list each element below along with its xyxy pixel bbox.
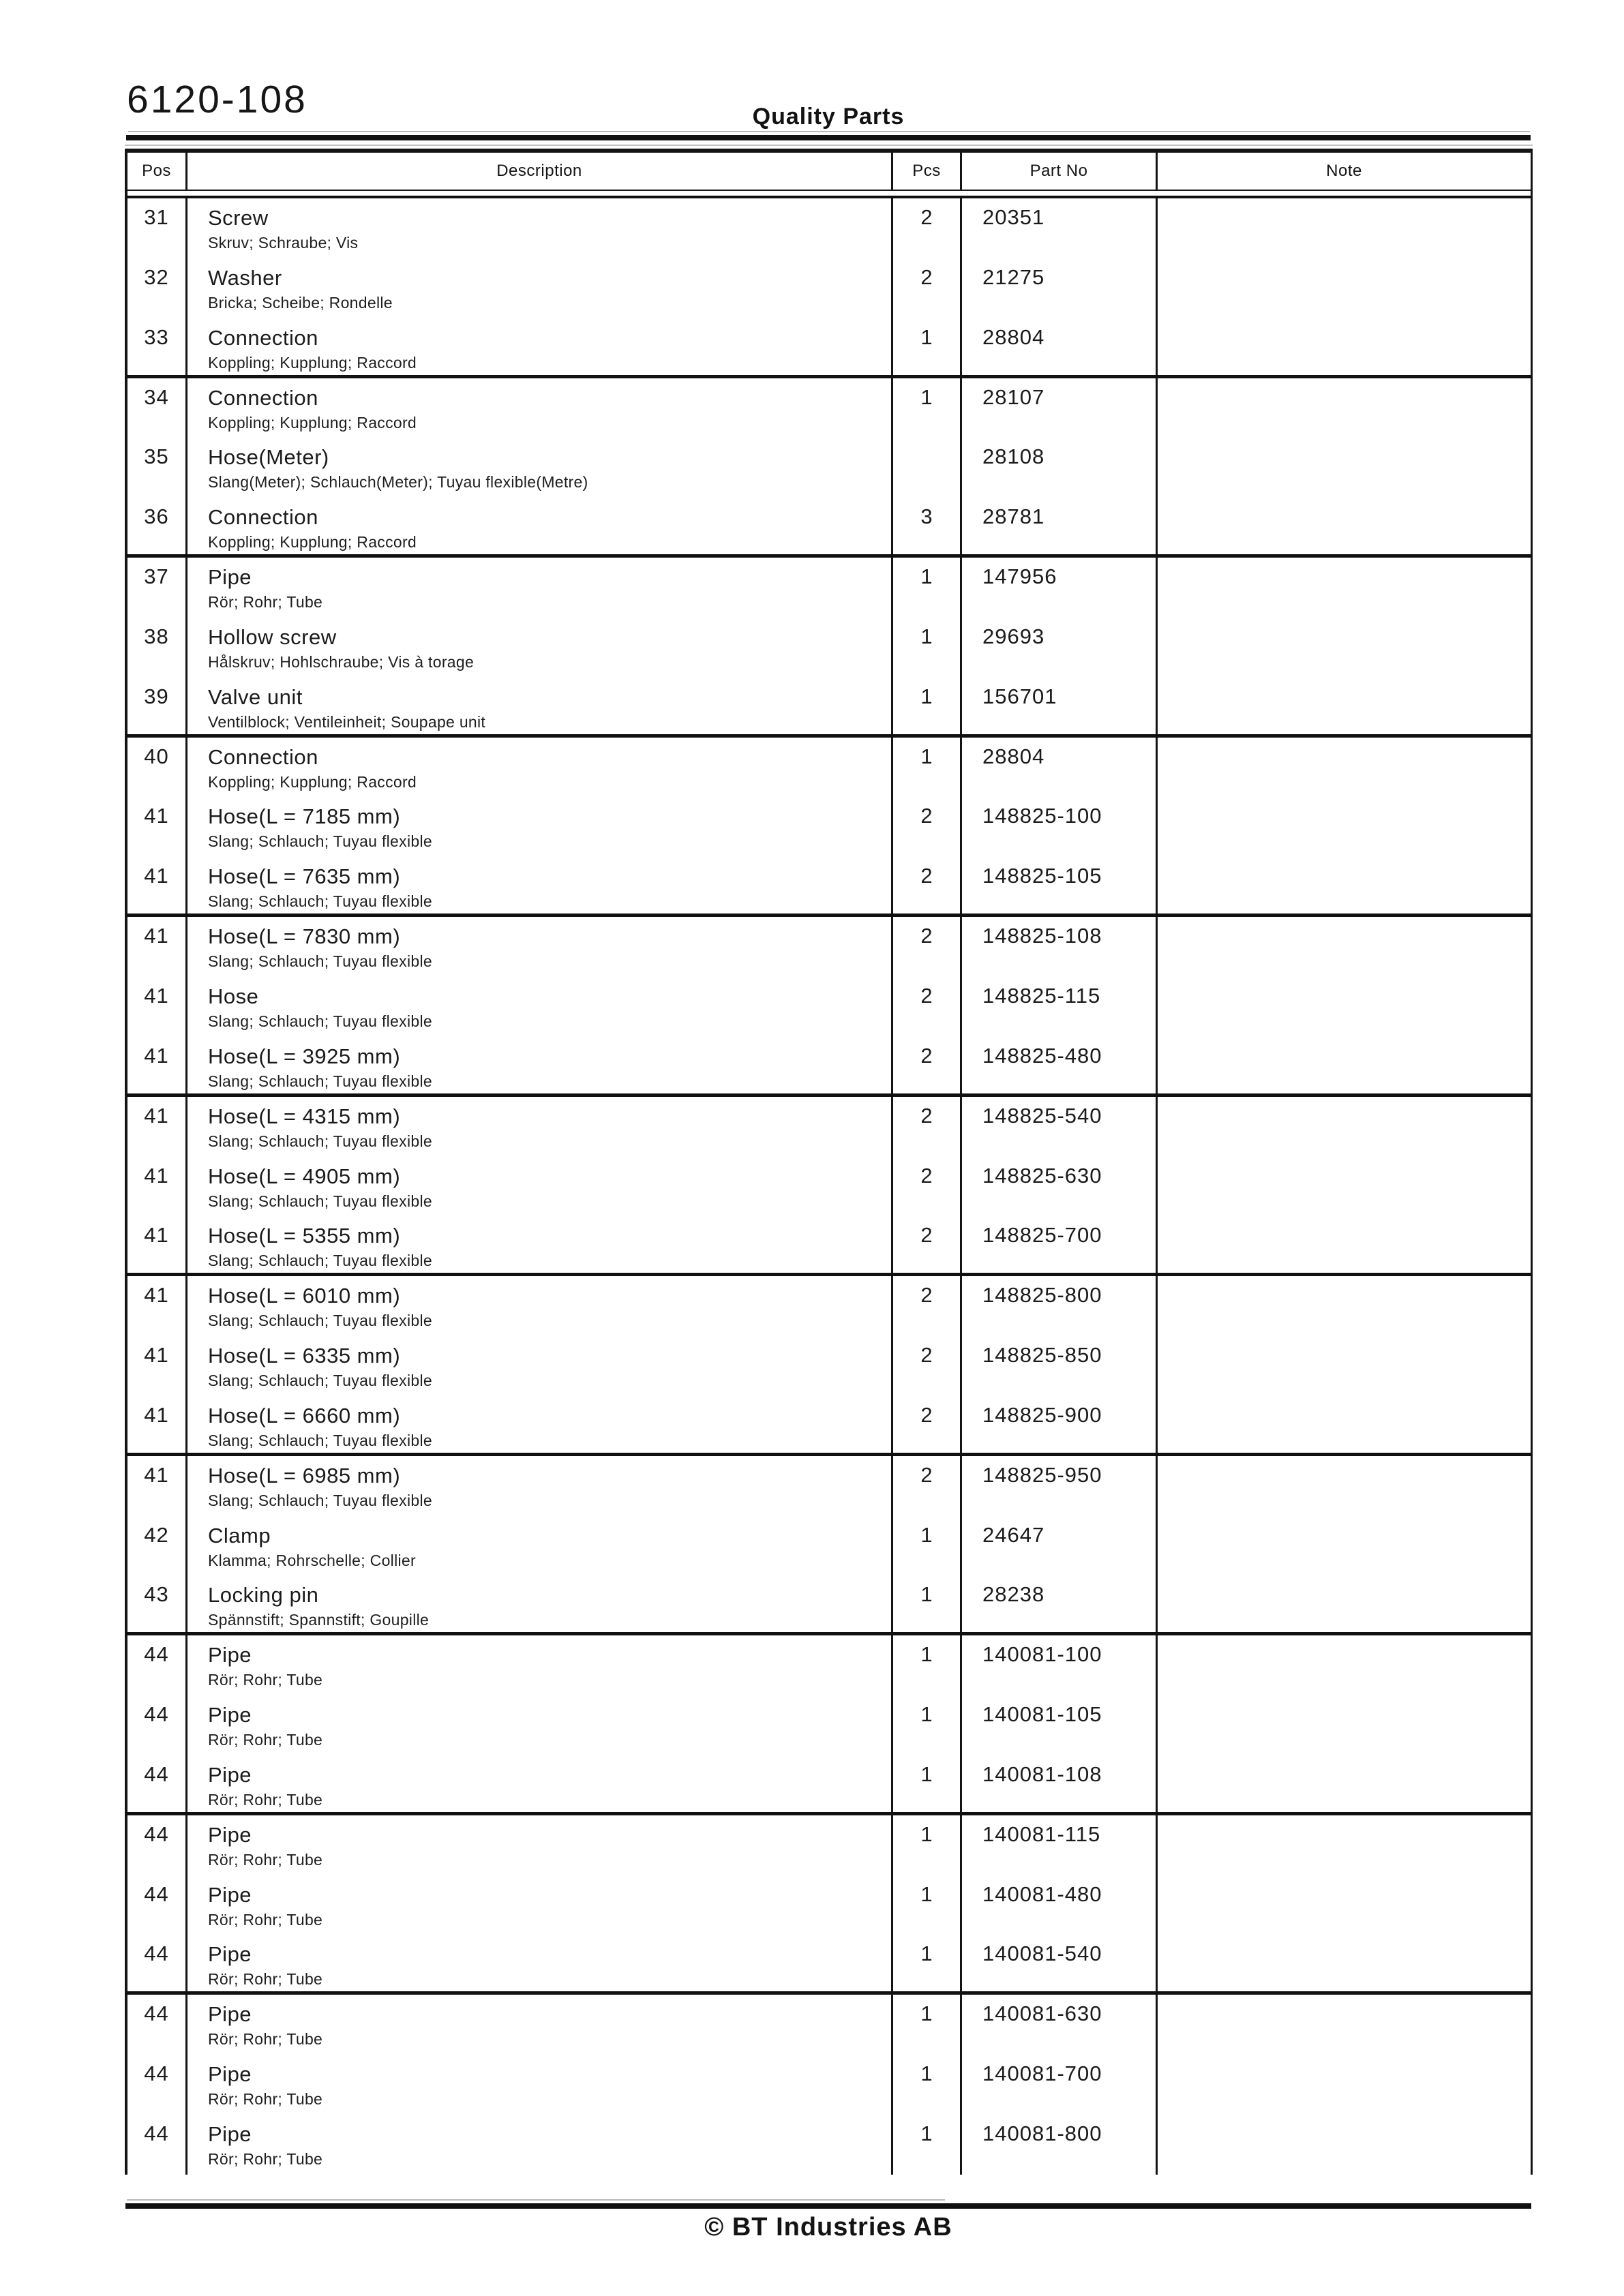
row-description-translations: Rör; Rohr; Tube	[208, 1671, 323, 1689]
row-description	[185, 618, 891, 678]
row-note	[1156, 1276, 1531, 1336]
row-description-main: Screw	[208, 206, 269, 230]
table-row	[127, 1695, 1531, 1755]
row-pcs: 1	[891, 1635, 960, 1695]
row-note	[1156, 1157, 1531, 1217]
row-pos: 39	[144, 684, 169, 708]
row-part-no: 148825-950	[960, 1456, 1156, 1516]
row-pos: 41	[144, 1462, 169, 1487]
row-note	[1156, 1336, 1531, 1396]
row-description-main: Hose(L = 4315 mm)	[208, 1104, 401, 1128]
row-pos: 41	[144, 1283, 169, 1308]
row-pcs	[891, 438, 960, 498]
row-part-no: 24647	[960, 1516, 1156, 1576]
footer-rule-scan-ghost	[127, 2199, 945, 2201]
row-description-translations: Klamma; Rohrschelle; Collier	[208, 1551, 416, 1569]
row-description	[185, 1157, 891, 1217]
row-note	[1156, 1815, 1531, 1875]
row-description-main: Pipe	[208, 1762, 252, 1787]
row-description-translations: Rör; Rohr; Tube	[208, 1910, 323, 1929]
row-pos: 42	[144, 1522, 169, 1547]
row-description-translations: Slang; Schlauch; Tuyau flexible	[208, 892, 432, 911]
title-rule-scan-ghost	[128, 131, 1530, 132]
row-note	[1156, 738, 1531, 798]
row-part-no: 148825-800	[960, 1276, 1156, 1336]
row-note	[1156, 1995, 1531, 2055]
row-description-main: Pipe	[208, 565, 252, 590]
row-note	[1156, 1635, 1531, 1695]
row-description-translations: Slang; Schlauch; Tuyau flexible	[208, 1252, 432, 1270]
row-pcs: 2	[891, 1396, 960, 1453]
row-pos: 32	[144, 265, 169, 289]
row-description-main: Hose(L = 7185 mm)	[208, 804, 401, 829]
row-description	[185, 738, 891, 798]
row-part-no: 148825-480	[960, 1037, 1156, 1093]
table-row	[127, 678, 1531, 738]
row-description	[185, 1755, 891, 1812]
row-pos: 41	[144, 1402, 169, 1427]
row-pcs: 1	[891, 1995, 960, 2055]
row-description-main: Hose(L = 6335 mm)	[208, 1344, 401, 1368]
row-description-main: Clamp	[208, 1523, 271, 1547]
row-note	[1156, 1216, 1531, 1273]
row-description-translations: Rör; Rohr; Tube	[208, 2150, 323, 2168]
row-description-translations: Slang; Schlauch; Tuyau flexible	[208, 1312, 432, 1330]
row-description	[185, 258, 891, 318]
row-description	[185, 198, 891, 258]
row-note	[1156, 258, 1531, 318]
row-pcs: 2	[891, 1276, 960, 1336]
row-description	[185, 977, 891, 1037]
row-description-main: Hose(L = 6660 mm)	[208, 1403, 401, 1428]
table-row	[127, 1037, 1531, 1097]
row-pos: 44	[144, 2002, 169, 2026]
row-part-no: 28108	[960, 438, 1156, 498]
row-pos: 44	[144, 1762, 169, 1786]
table-row	[127, 558, 1531, 618]
row-pcs: 1	[891, 1695, 960, 1755]
parts-table	[125, 145, 1533, 2175]
table-header-row	[127, 153, 1531, 190]
row-pcs: 1	[891, 1575, 960, 1632]
row-note	[1156, 498, 1531, 554]
table-row	[127, 857, 1531, 917]
row-description-main: Hose(L = 7830 mm)	[208, 924, 401, 949]
row-description	[185, 917, 891, 977]
row-pcs: 2	[891, 917, 960, 977]
row-pcs: 3	[891, 498, 960, 554]
row-part-no: 140081-540	[960, 1935, 1156, 1991]
row-description-main: Pipe	[208, 1822, 252, 1847]
row-pcs: 1	[891, 318, 960, 375]
row-pos: 35	[144, 444, 169, 469]
row-description-main: Hollow screw	[208, 624, 337, 649]
row-description-translations: Slang(Meter); Schlauch(Meter); Tuyau flexible(Metre)	[208, 473, 588, 492]
row-note	[1156, 1396, 1531, 1453]
row-pcs: 2	[891, 1097, 960, 1157]
row-description	[185, 797, 891, 857]
row-part-no: 140081-105	[960, 1695, 1156, 1755]
row-pos: 41	[144, 1043, 169, 1068]
table-row	[127, 917, 1531, 977]
row-description-main: Hose(L = 6985 mm)	[208, 1463, 401, 1487]
row-pos: 41	[144, 1163, 169, 1188]
row-pcs: 1	[891, 1875, 960, 1935]
row-description-translations: Rör; Rohr; Tube	[208, 2090, 323, 2109]
row-note	[1156, 618, 1531, 678]
row-description-main: Connection	[208, 744, 318, 769]
row-description	[185, 1276, 891, 1336]
row-description	[185, 2055, 891, 2115]
row-note	[1156, 438, 1531, 498]
table-row	[127, 1276, 1531, 1336]
row-pos: 41	[144, 924, 169, 948]
row-pos: 44	[144, 1702, 169, 1727]
row-pcs: 2	[891, 198, 960, 258]
row-note	[1156, 857, 1531, 913]
row-description-translations: Skruv; Schraube; Vis	[208, 234, 359, 252]
row-description	[185, 678, 891, 734]
table-row	[127, 318, 1531, 378]
row-part-no: 148825-700	[960, 1216, 1156, 1273]
row-pos: 44	[144, 2061, 169, 2086]
row-description	[185, 1037, 891, 1093]
row-description-translations: Bricka; Scheibe; Rondelle	[208, 293, 393, 312]
column-header-pos: Pos	[142, 162, 171, 180]
row-pos: 43	[144, 1582, 169, 1607]
row-part-no: 140081-700	[960, 2055, 1156, 2115]
row-description-translations: Koppling; Kupplung; Raccord	[208, 413, 417, 432]
row-description-translations: Rör; Rohr; Tube	[208, 593, 323, 611]
row-description	[185, 438, 891, 498]
row-pcs: 2	[891, 1037, 960, 1093]
row-description-translations: Slang; Schlauch; Tuyau flexible	[208, 952, 432, 971]
row-description-main: Pipe	[208, 1703, 252, 1727]
row-pos: 44	[144, 1822, 169, 1846]
row-part-no: 21275	[960, 258, 1156, 318]
row-pos: 41	[144, 1343, 169, 1368]
row-description-main: Hose(L = 7635 mm)	[208, 864, 401, 889]
row-description-main: Valve unit	[208, 684, 303, 709]
row-note	[1156, 1875, 1531, 1935]
row-pcs: 1	[891, 678, 960, 734]
row-pcs: 2	[891, 977, 960, 1037]
row-description-translations: Rör; Rohr; Tube	[208, 1790, 323, 1809]
table-row	[127, 2115, 1531, 2175]
row-part-no: 20351	[960, 198, 1156, 258]
row-pcs: 1	[891, 1815, 960, 1875]
table-row	[127, 1635, 1531, 1695]
row-part-no: 140081-800	[960, 2115, 1156, 2175]
table-row	[127, 2055, 1531, 2115]
table-row	[127, 1516, 1531, 1576]
row-part-no: 148825-105	[960, 857, 1156, 913]
row-pos: 44	[144, 1942, 169, 1966]
row-note	[1156, 1456, 1531, 1516]
row-description	[185, 857, 891, 913]
row-note	[1156, 1097, 1531, 1157]
row-description	[185, 498, 891, 554]
table-body	[127, 198, 1531, 2175]
column-header-note: Note	[1156, 153, 1531, 190]
table-row	[127, 198, 1531, 258]
row-description-translations: Slang; Schlauch; Tuyau flexible	[208, 1491, 432, 1509]
row-part-no: 140081-630	[960, 1995, 1156, 2055]
row-pcs: 1	[891, 1935, 960, 1991]
row-part-no: 28107	[960, 378, 1156, 438]
row-part-no: 28781	[960, 498, 1156, 554]
row-part-no: 28804	[960, 738, 1156, 798]
row-description	[185, 1575, 891, 1632]
table-row	[127, 1875, 1531, 1935]
row-description	[185, 1456, 891, 1516]
row-description	[185, 1516, 891, 1576]
table-row	[127, 1935, 1531, 1995]
row-description	[185, 1216, 891, 1273]
row-note	[1156, 977, 1531, 1037]
row-part-no: 140081-108	[960, 1755, 1156, 1812]
row-description	[185, 318, 891, 375]
table-row	[127, 1755, 1531, 1815]
row-part-no: 148825-115	[960, 977, 1156, 1037]
row-part-no: 156701	[960, 678, 1156, 734]
row-description-translations: Slang; Schlauch; Tuyau flexible	[208, 1192, 432, 1210]
row-pcs: 2	[891, 1157, 960, 1217]
row-note	[1156, 378, 1531, 438]
row-pcs: 1	[891, 738, 960, 798]
row-part-no: 148825-100	[960, 797, 1156, 857]
row-pos: 38	[144, 624, 169, 648]
row-part-no: 140081-100	[960, 1635, 1156, 1695]
row-description-translations: Slang; Schlauch; Tuyau flexible	[208, 832, 432, 851]
row-description-translations: Rör; Rohr; Tube	[208, 1970, 323, 1989]
table-row	[127, 618, 1531, 678]
table-row	[127, 1097, 1531, 1157]
row-description-main: Hose(L = 6010 mm)	[208, 1284, 401, 1308]
row-pcs: 2	[891, 857, 960, 913]
row-description-translations: Slang; Schlauch; Tuyau flexible	[208, 1072, 432, 1090]
row-note	[1156, 318, 1531, 375]
row-note	[1156, 2115, 1531, 2175]
row-pos: 41	[144, 1223, 169, 1248]
row-description-main: Connection	[208, 385, 318, 410]
row-description	[185, 1097, 891, 1157]
row-part-no: 148825-850	[960, 1336, 1156, 1396]
row-pos: 41	[144, 1103, 169, 1128]
row-pos: 36	[144, 504, 169, 529]
row-pos: 34	[144, 384, 169, 409]
row-note	[1156, 797, 1531, 857]
row-pos: 44	[144, 1882, 169, 1906]
row-pos: 44	[144, 2121, 169, 2145]
row-pcs: 1	[891, 618, 960, 678]
row-pos: 31	[144, 205, 169, 229]
title-rule	[126, 135, 1531, 140]
row-note	[1156, 2055, 1531, 2115]
row-description-main: Pipe	[208, 2002, 252, 2027]
row-description	[185, 1935, 891, 1991]
row-part-no: 140081-480	[960, 1875, 1156, 1935]
row-description-main: Pipe	[208, 1942, 252, 1967]
row-pos: 41	[144, 983, 169, 1008]
row-note	[1156, 917, 1531, 977]
row-pcs: 2	[891, 1456, 960, 1516]
table-row	[127, 1456, 1531, 1516]
table-row	[127, 498, 1531, 558]
row-part-no: 147956	[960, 558, 1156, 618]
table-row	[127, 977, 1531, 1037]
row-part-no: 148825-900	[960, 1396, 1156, 1453]
row-part-no: 148825-630	[960, 1157, 1156, 1217]
row-pos: 41	[144, 864, 169, 888]
table-row	[127, 1157, 1531, 1217]
row-description-main: Locking pin	[208, 1583, 319, 1607]
row-description	[185, 2115, 891, 2175]
copyright-footer: © BT Industries AB	[704, 2213, 952, 2241]
row-description-translations: Spännstift; Spannstift; Goupille	[208, 1611, 430, 1629]
row-description	[185, 1695, 891, 1755]
row-pos: 41	[144, 804, 169, 828]
row-pcs: 1	[891, 1516, 960, 1576]
row-description-translations: Rör; Rohr; Tube	[208, 1850, 323, 1869]
table-row	[127, 797, 1531, 857]
row-description-main: Hose(L = 4905 mm)	[208, 1164, 401, 1188]
table-box	[125, 149, 1533, 2175]
table-row	[127, 738, 1531, 798]
row-description-translations: Slang; Schlauch; Tuyau flexible	[208, 1372, 432, 1390]
row-pcs: 2	[891, 1336, 960, 1396]
row-note	[1156, 198, 1531, 258]
row-pcs: 1	[891, 2115, 960, 2175]
row-description-main: Pipe	[208, 1643, 252, 1667]
row-note	[1156, 1575, 1531, 1632]
footer-rule	[125, 2203, 1531, 2209]
table-row	[127, 378, 1531, 438]
row-pcs: 2	[891, 1216, 960, 1273]
row-description	[185, 1815, 891, 1875]
row-description	[185, 1396, 891, 1453]
row-description-main: Hose(L = 3925 mm)	[208, 1044, 401, 1068]
row-part-no: 148825-108	[960, 917, 1156, 977]
row-part-no: 140081-115	[960, 1815, 1156, 1875]
row-description	[185, 378, 891, 438]
row-note	[1156, 1037, 1531, 1093]
table-row	[127, 1336, 1531, 1396]
table-row	[127, 1575, 1531, 1635]
row-description-translations: Slang; Schlauch; Tuyau flexible	[208, 1431, 432, 1449]
row-part-no: 28238	[960, 1575, 1156, 1632]
row-part-no: 29693	[960, 618, 1156, 678]
table-row	[127, 1995, 1531, 2055]
table-row	[127, 438, 1531, 498]
table-row	[127, 258, 1531, 318]
column-header-pcs: Pcs	[891, 153, 960, 190]
row-description-translations: Koppling; Kupplung; Raccord	[208, 533, 417, 552]
table-top-scan-ghost	[125, 145, 1533, 146]
row-description	[185, 1635, 891, 1695]
row-description-translations: Koppling; Kupplung; Raccord	[208, 353, 417, 372]
row-description-main: Hose(Meter)	[208, 445, 329, 470]
column-header-part-no: Part No	[960, 153, 1156, 190]
row-description	[185, 558, 891, 618]
row-description-translations: Slang; Schlauch; Tuyau flexible	[208, 1132, 432, 1150]
row-pcs: 1	[891, 1755, 960, 1812]
row-description-main: Connection	[208, 325, 318, 350]
row-pos: 44	[144, 1642, 169, 1667]
row-pcs: 1	[891, 558, 960, 618]
table-row	[127, 1216, 1531, 1276]
row-description-main: Pipe	[208, 2062, 252, 2087]
row-pcs: 2	[891, 258, 960, 318]
document-number: 6120-108	[127, 78, 307, 121]
header-double-rule	[127, 190, 1531, 198]
column-header-description: Description	[185, 153, 891, 190]
row-description-main: Connection	[208, 505, 318, 530]
row-description-translations: Ventilblock; Ventileinheit; Soupape unit	[208, 712, 486, 731]
row-pos: 33	[144, 324, 169, 349]
row-part-no: 148825-540	[960, 1097, 1156, 1157]
row-note	[1156, 678, 1531, 734]
row-description-translations: Rör; Rohr; Tube	[208, 1731, 323, 1749]
table-row	[127, 1815, 1531, 1875]
row-pcs: 2	[891, 797, 960, 857]
row-pos: 37	[144, 564, 169, 589]
row-note	[1156, 1695, 1531, 1755]
row-description-main: Hose	[208, 984, 259, 1008]
row-pcs: 1	[891, 378, 960, 438]
row-pcs: 1	[891, 2055, 960, 2115]
row-description-main: Pipe	[208, 1882, 252, 1907]
row-note	[1156, 1935, 1531, 1991]
page-title: Quality Parts	[752, 104, 905, 130]
row-description-translations: Koppling; Kupplung; Raccord	[208, 772, 417, 791]
row-description-main: Pipe	[208, 2122, 252, 2146]
row-note	[1156, 1516, 1531, 1576]
row-description	[185, 1995, 891, 2055]
table-row	[127, 1396, 1531, 1456]
row-note	[1156, 1755, 1531, 1812]
row-description-translations: Hålskruv; Hohlschraube; Vis à torage	[208, 652, 475, 671]
row-description-translations: Slang; Schlauch; Tuyau flexible	[208, 1012, 432, 1030]
row-description-translations: Rör; Rohr; Tube	[208, 2030, 323, 2049]
row-pos: 40	[144, 744, 169, 768]
row-description-main: Hose(L = 5355 mm)	[208, 1224, 401, 1248]
row-note	[1156, 558, 1531, 618]
row-part-no: 28804	[960, 318, 1156, 375]
row-description	[185, 1336, 891, 1396]
row-description-main: Washer	[208, 265, 282, 290]
row-description	[185, 1875, 891, 1935]
